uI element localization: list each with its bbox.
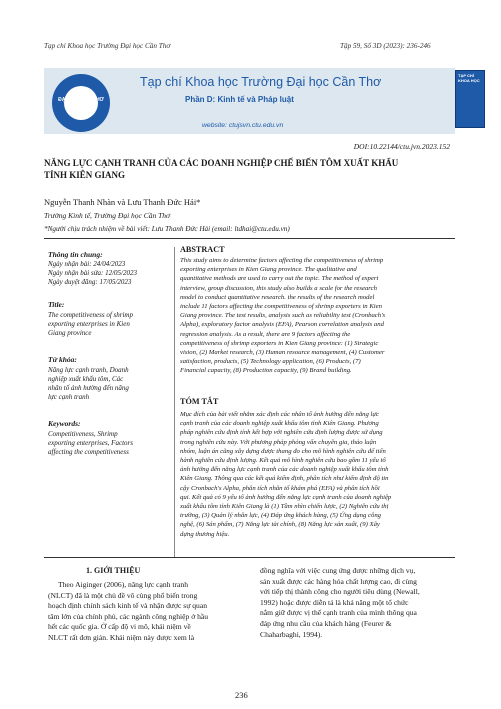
intro-line: với tiếp thị thành công cho người tiêu dùng (Newall, <box>260 587 420 597</box>
intro-line: hết các quốc gia. Ở cấp độ vi mô, khái niệm về <box>48 622 191 632</box>
date-accepted: Ngày duyệt đăng: 17/05/2023 <box>48 278 132 286</box>
intro-line: (NLCT) đã là một chủ đề vô cùng phổ biến trong <box>48 590 198 600</box>
intro-line: nắm giữ được vị thế cạnh tranh của mình thông qua <box>260 608 417 618</box>
vn-keywords <box>48 366 166 402</box>
keywords-heading: Keywords: <box>48 419 81 428</box>
abstract-line: satisfaction, products, (5) Technology application, (6) Products, (7) <box>180 358 361 366</box>
vn-keywords-line: Năng lực cạnh tranh, Doanh <box>48 366 129 374</box>
intro-left-column <box>48 580 236 644</box>
intro-line: đáp ứng nhu cầu của khách hàng (Feurer & <box>260 618 392 628</box>
section-heading-introduction: 1. GIỚI THIỆU <box>86 566 141 575</box>
journal-name: Tạp chí Khoa học Trường Đại học Cần Thơ <box>140 75 382 89</box>
logo-emblem <box>64 86 98 120</box>
abstract-line: quantitative methods are used to carry out the topic. The method of expert <box>180 275 379 283</box>
tomtat-line: nhóm, luận án cũng xây dựng được thang đo cho mô hình nghiên cứu để tiến <box>180 447 386 455</box>
affiliation: Trường Kinh tế, Trường Đại học Cần Thơ <box>44 211 171 220</box>
tomtat-line: hành nghiên cứu định lượng. Kết quả mô hình nghiên cứu bao gồm 11 yếu tố <box>180 457 386 465</box>
corresponding-author: *Người chịu trách nhiệm về bài viết: Lưu Thanh Đức Hải (email: ltdhai@ctu.edu.vn) <box>44 225 290 233</box>
vn-keywords-line: nhân tố ảnh hưởng đến năng <box>48 384 129 392</box>
journal-website: website: ctujsvn.ctu.edu.vn <box>202 122 284 129</box>
title-line: TỈNH KIÊN GIANG <box>44 170 126 180</box>
english-title-line: The competitiveness of shrimp <box>48 311 133 319</box>
abstract-line: competitiveness of shrimp exporters in Kien Giang province: (1) Strategic <box>180 339 379 347</box>
vn-keywords-heading: Từ khóa: <box>48 355 77 364</box>
english-title-line: Giang province <box>48 329 92 337</box>
abstract-line: Giang province. The test results, analysis such as reliability test (Cronbach's <box>180 312 386 320</box>
divider-bottom <box>44 557 455 558</box>
abstract-line: This study aims to determine factors affecting the competitiveness of shrimp <box>180 257 384 264</box>
tomtat-line: qui. Kết quả có 9 yếu tố ảnh hưởng đến năng lực cạnh tranh của doanh nghiệp <box>180 493 392 501</box>
abstract-line: interview, group discussion, this study also builds a scale for the research <box>180 284 377 292</box>
tomtat-line: cậy Cronbach's Alpha, phân tích nhân tố khám phá (EFA) và phân tích hồi <box>180 484 380 492</box>
page-number: 236 <box>235 690 248 700</box>
tomtat-line: trường, (3) Quản lý nhân lực, (4) Đáp ứng khách hàng, (5) Ứng dụng công <box>180 512 382 520</box>
tomtat-line: nghệ, (6) Sản phẩm, (7) Năng lực tài chính, (8) Năng lực sản xuất, (9) Xây <box>180 521 380 529</box>
logo-text: ĐẠI HỌC CẦN THƠ <box>58 97 104 103</box>
date-revised: Ngày nhận bài sửa: 12/05/2023 <box>48 269 137 277</box>
journal-section: Phần D: Kinh tế và Pháp luật <box>185 95 294 104</box>
abstract-line: include 11 factors affecting the competitiveness of shrimp exporters in Kien <box>180 303 382 311</box>
abstract-line: Alpha), exploratory factor analysis (EFA), Pearson correlation analysis and <box>180 321 384 329</box>
intro-line: sản xuất được các hàng hóa chất lượng cao, đi cùng <box>260 576 417 586</box>
abstract-heading: ABSTRACT <box>180 245 225 254</box>
intro-line: Theo Aiginger (2006), năng lực cạnh tranh <box>58 580 189 589</box>
intro-line: tâm lớn của chính phủ, các ngành công nghiệp ở hầu <box>48 611 209 621</box>
english-title-heading: Title: <box>48 300 65 309</box>
cover-title: TẠP CHÍ KHOA HỌC <box>458 73 480 83</box>
english-title-line: exporting enterprises in Kien <box>48 320 130 328</box>
intro-line: Chaharbaghi, 1994). <box>260 629 323 639</box>
article-dates <box>48 260 166 287</box>
tomtat-line: xuất khẩu tôm tỉnh Kiên Giang là (1) Tầm nhìn chiến lược, (2) Nghiên cứu thị <box>180 503 389 511</box>
title-line: NĂNG LỰC CẠNH TRANH CỦA CÁC DOANH NGHIỆP CHẾ BIẾN TÔM XUẤT KHẨU <box>44 158 399 168</box>
date-received: Ngày nhận bài: 24/04/2023 <box>48 260 126 268</box>
info-heading: Thông tin chung: <box>48 250 103 259</box>
article-title <box>44 157 464 181</box>
abstract-body <box>180 256 450 376</box>
running-head-journal: Tạp chí Khoa học Trường Đại học Cần Thơ <box>44 42 171 50</box>
vn-keywords-line: nghiệp xuất khẩu tôm, Các <box>48 375 124 383</box>
tomtat-line: dựng thương hiệu. <box>180 530 230 538</box>
tomtat-line: pháp nghiên cứu định tính kết hợp với nghiên cứu định lượng được sử dụng <box>180 429 383 437</box>
doi: DOI:10.22144/ctu.jvn.2023.152 <box>353 142 450 151</box>
english-title <box>48 311 166 338</box>
tomtat-line: Kiên Giang. Thông qua các kết quả kiểm định, phân tích như kiểm định độ tin <box>180 475 389 483</box>
tomtat-line: ảnh hưởng đến năng lực cạnh tranh của các doanh nghiệp xuất khẩu tôm tỉnh <box>180 466 389 474</box>
divider-top <box>44 238 455 239</box>
tomtat-line: Mục đích của bài viết nhằm xác định các nhân tố ảnh hưởng đến năng lực <box>180 411 379 418</box>
intro-line: đồng nghĩa với việc cung ứng được những dịch vụ, <box>260 566 416 575</box>
running-head-volume: Tập 59, Số 3D (2023): 236-246 <box>340 42 431 50</box>
vn-keywords-line: lực cạnh tranh <box>48 393 90 401</box>
abstract-line: model to conduct quantitative research. the results of the research model <box>180 293 375 301</box>
tomtat-line: cạnh tranh của các doanh nghiệp xuất khẩu tôm tỉnh Kiên Giang. Phương <box>180 420 379 428</box>
intro-line: 1992) hoặc được diễn tả là khả năng một tổ chức <box>260 597 409 607</box>
intro-right-column <box>260 566 448 640</box>
abstract-line: regression analysis. As a result, there are 9 factors affecting the <box>180 330 351 338</box>
abstract-line: vision, (2) Market research, (3) Human resource management, (4) Customer <box>180 349 385 357</box>
tomtat-heading: TÓM TẮT <box>180 397 219 406</box>
tomtat-line: trong nghiên cứu này. Với phương pháp phỏng vấn chuyên gia, thảo luận <box>180 438 377 446</box>
column-divider <box>174 247 175 557</box>
tomtat-body <box>180 410 450 539</box>
abstract-line: exporting enterprises in Kien Giang province. The qualitative and <box>180 266 357 274</box>
intro-line: NLCT rất đơn giản. Khái niệm này được xem là <box>48 632 195 642</box>
keywords-line: Competitiveness, Shrimp <box>48 430 118 438</box>
authors: Nguyễn Thanh Nhàn và Lưu Thanh Đức Hải* <box>44 197 201 207</box>
abstract-line: Financial capacity, (8) Production capacity, (9) Brand building. <box>180 367 352 375</box>
intro-line: hoạch định chính sách kinh tế và nhận được sự quan <box>48 601 208 611</box>
keywords-line: exporting enterprises, Factors <box>48 439 133 447</box>
keywords <box>48 430 166 457</box>
keywords-line: affecting the competitiveness <box>48 448 129 456</box>
